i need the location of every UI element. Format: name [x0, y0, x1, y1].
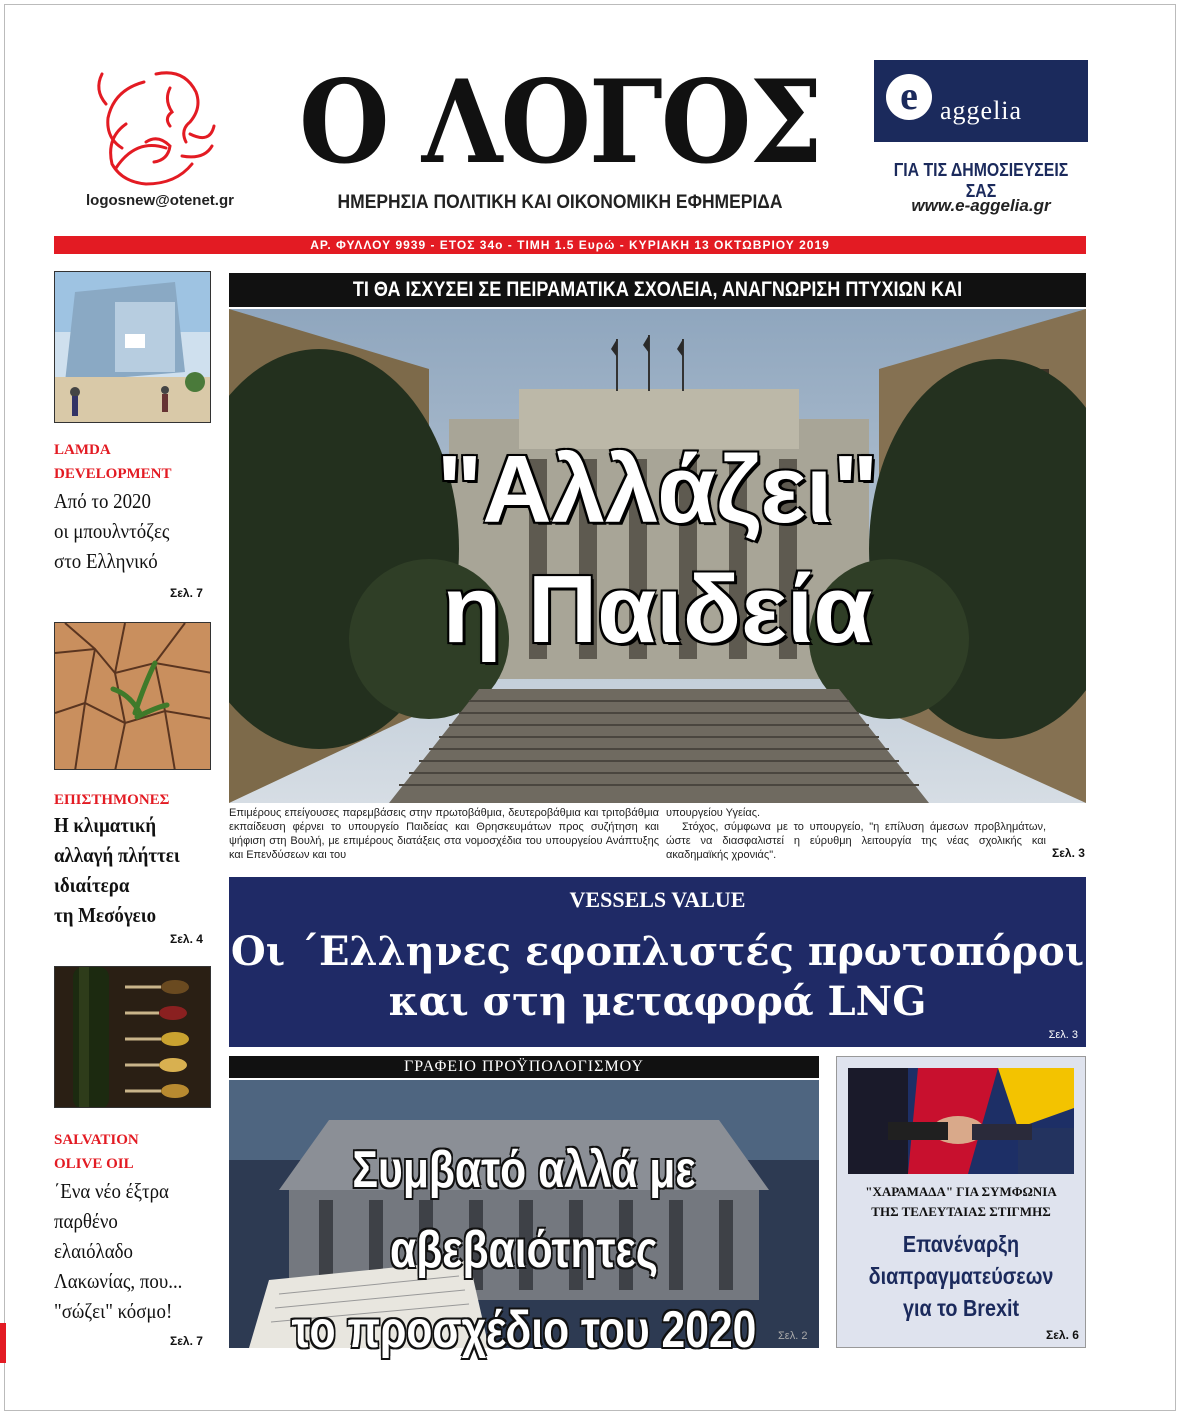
- handshake-flags-image: [848, 1068, 1074, 1174]
- vessels-story-headline: Οι ΄Ελληνες εφοπλιστές πρωτοπόροι και στη μεταφορά LNG: [230, 928, 1085, 1025]
- sidebar-1-headline[interactable]: Από το 2020 οι μπουλντόζες στο Ελληνικό: [54, 489, 170, 573]
- lead-story-page-ref: Σελ. 3: [1052, 846, 1085, 860]
- brexit-story-tag: "ΧΑΡΑΜΑΔΑ" ΓΙΑ ΣΥΜΦΩΝΙΑ ΤΗΣ ΤΕΛΕΥΤΑΙΑΣ ΣΤΙΓΜΗΣ: [865, 1184, 1057, 1219]
- vessels-story-page-ref: Σελ. 3: [1048, 1029, 1078, 1041]
- budget-story-page-ref: Σελ. 2: [778, 1330, 808, 1342]
- sidebar-2-tag: ΕΠΙΣΤΗΜΟΝΕΣ: [54, 792, 170, 808]
- page-edge-mark: [0, 1323, 6, 1363]
- logo-figures-icon: [86, 64, 218, 190]
- brexit-story-headline[interactable]: Επανέναρξη διαπραγματεύσεων για το Brexit: [868, 1231, 1054, 1321]
- contact-email: logosnew@otenet.gr: [86, 192, 234, 209]
- e-aggelia-wordmark: aggelia: [940, 96, 1023, 125]
- sidebar-3-tag: SALVATION OLIVE OIL: [54, 1132, 139, 1172]
- vessels-story-box[interactable]: [229, 877, 1086, 1047]
- brexit-story-page-ref: Σελ. 6: [1046, 1328, 1079, 1342]
- sidebar-3-headline[interactable]: ΄Ενα νέο έξτρα παρθένο ελαιόλαδο Λακωνίας, που... "σώζει" κόσμο!: [54, 1179, 183, 1323]
- e-aggelia-caption: ΓΙΑ ΤΙΣ ΔΗΜΟΣΙΕΥΣΕΙΣ ΣΑΣ: [893, 160, 1069, 201]
- budget-story-tag: ΓΡΑΦΕΙΟ ΠΡΟΫΠΟΛΟΓΙΣΜΟΥ: [229, 1056, 819, 1078]
- brexit-story-photo[interactable]: [848, 1068, 1074, 1174]
- budget-story-headline[interactable]: Συμβατό αλλά με αβεβαιότητες το προσχέδιο του 2020: [291, 1141, 757, 1359]
- issue-info-bar: ΑΡ. ΦΥΛΛΟΥ 9939 - ΕΤΟΣ 34ο - ΤΙΜΗ 1.5 Ευρώ - ΚΥΡΙΑΚΗ 13 ΟΚΤΩΒΡΙΟΥ 2019: [54, 236, 1086, 254]
- cracked-earth-image: [55, 623, 211, 770]
- climate-thumbnail[interactable]: [54, 622, 211, 770]
- lead-story-kicker: ΤΙ ΘΑ ΙΣΧΥΣΕΙ ΣΕ ΠΕΙΡΑΜΑΤΙΚΑ ΣΧΟΛΕΙΑ, ΑΝΑΓΝΩΡΙΣΗ ΠΤΥΧΙΩΝ ΚΑΙ: [229, 273, 1086, 307]
- sidebar-2-page-ref: Σελ. 4: [170, 932, 203, 946]
- e-aggelia-ad[interactable]: [874, 60, 1088, 142]
- lead-story-body-left: Επιμέρους επείγουσες παρεμβάσεις στην πρωτοβάθμια, δευτεροβάθμια και τριτοβάθμια εκπαίδευση φέρνει το υπουργείο Παιδείας και Θρησκευμάτων προς συζήτηση και ψήφιση στη Βουλή, με επιμέρους διατάξεις στα νομοσχέδια του υπουργείου Ανάπτυξης και Επενδύσεων και του: [229, 807, 659, 861]
- newspaper-masthead: Ο ΛΟΓΟΣ: [298, 54, 822, 190]
- e-aggelia-logo-icon: e: [886, 74, 932, 120]
- sidebar-1-page-ref: Σελ. 7: [170, 586, 203, 600]
- e-aggelia-url[interactable]: www.e-aggelia.gr: [911, 196, 1051, 215]
- olive-oil-thumbnail[interactable]: [54, 966, 211, 1108]
- sidebar-1-tag: LAMDA DEVELOPMENT: [54, 442, 172, 482]
- mall-render-image: [55, 272, 211, 423]
- sidebar-2-headline[interactable]: Η κλιματική αλλαγή πλήττει ιδιαίτερα τη Μεσόγειο: [54, 813, 180, 927]
- vessels-story-tag: VESSELS VALUE: [569, 887, 746, 912]
- sidebar-3-page-ref: Σελ. 7: [170, 1334, 203, 1348]
- masthead-subtitle: ΗΜΕΡΗΣΙΑ ΠΟΛΙΤΙΚΗ ΚΑΙ ΟΙΚΟΝΟΜΙΚΗ ΕΦΗΜΕΡΙΔΑ: [337, 192, 783, 213]
- lead-story-body-right: υπουργείου Υγείας. Στόχος, σύμφωνα με το υπουργείο, "η επίλυση άμεσων προβλημάτων, ώστε να διασφαλιστεί η εύρυθμη λειτουργία της νέας σχολικής και ακαδημαϊκής χρονιάς".: [666, 807, 1046, 861]
- lamda-thumbnail[interactable]: [54, 271, 211, 423]
- olive-oil-bottle-image: [55, 967, 211, 1108]
- lead-story-headline[interactable]: "Αλλάζει" η Παιδεία: [436, 436, 879, 663]
